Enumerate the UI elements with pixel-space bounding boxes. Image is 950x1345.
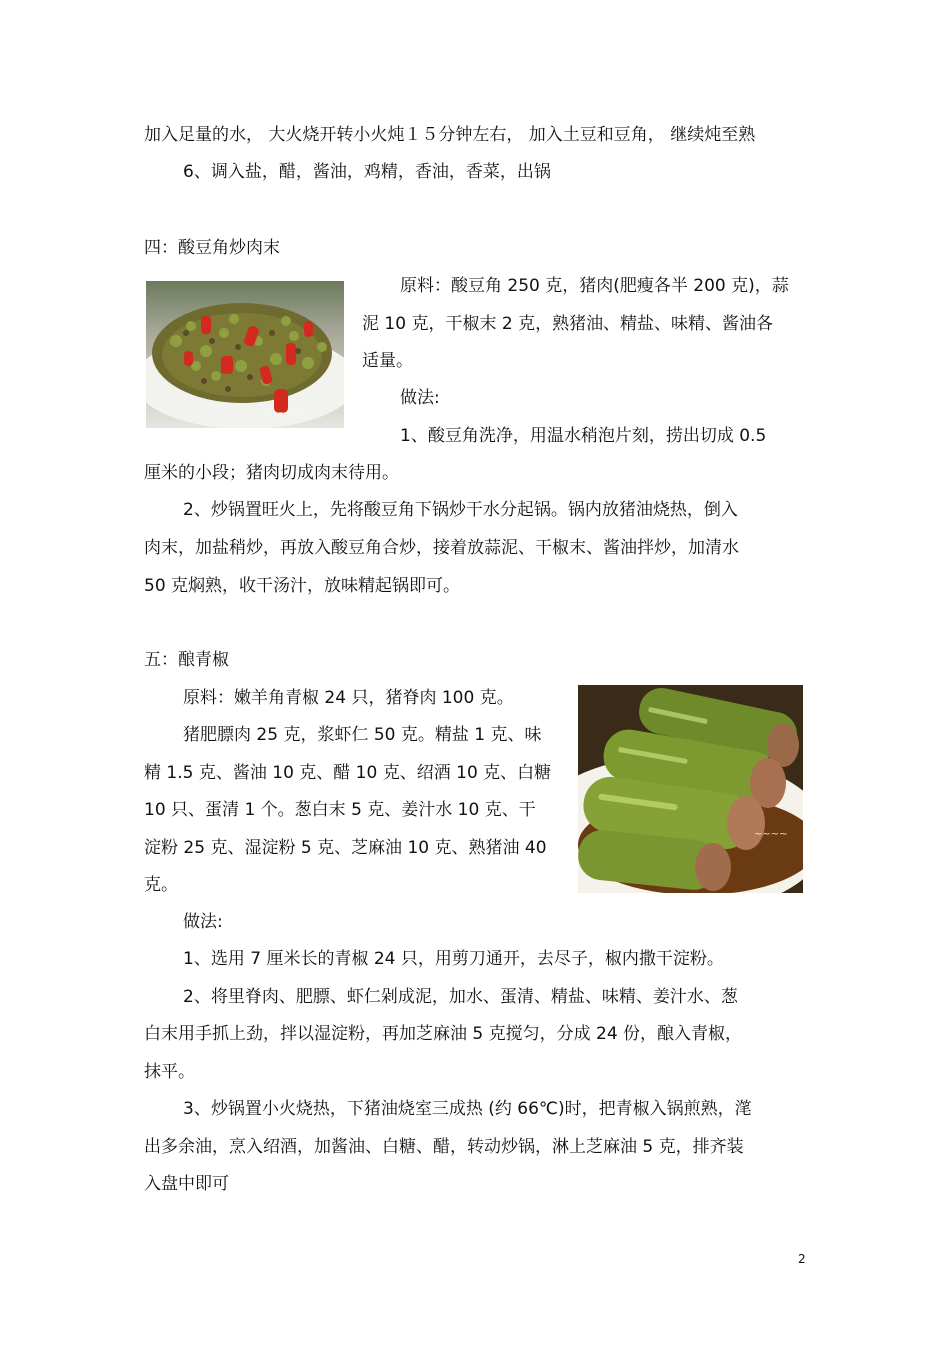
- text-line: 克。: [144, 875, 178, 895]
- text-line: 入盘中即可: [144, 1174, 229, 1194]
- text-line: 原料：酸豆角 250 克，猪肉(肥瘦各半 200 克)，蒜: [400, 276, 789, 296]
- text-line: 3、炒锅置小火烧热，下猪油烧室三成热 (约 66℃)时，把青椒入锅煎熟，滗: [183, 1099, 752, 1119]
- text-line: 做法:: [183, 912, 223, 932]
- text-line: 1、选用 7 厘米长的青椒 24 只，用剪刀通开，去尽子，椒内撒干淀粉。: [183, 949, 724, 969]
- text-line: 出多余油，烹入绍酒，加酱油、白糖、醋，转动炒锅，淋上芝麻油 5 克，排齐装: [144, 1137, 744, 1157]
- text-line: 加入足量的水， 大火烧开转小火炖１５分钟左右， 加入土豆和豆角， 继续炖至熟: [144, 125, 756, 145]
- stuffed-peppers-photo: [578, 685, 803, 893]
- text-line: 白末用手抓上劲，拌以湿淀粉，再加芝麻油 5 克搅匀，分成 24 份，酿入青椒，: [144, 1024, 743, 1044]
- text-line: 2、炒锅置旺火上，先将酸豆角下锅炒干水分起锅。锅内放猪油烧热，倒入: [183, 500, 738, 520]
- section-heading: 五：酿青椒: [144, 650, 229, 670]
- text-line: 50 克焖熟，收干汤汁，放味精起锅即可。: [144, 576, 461, 596]
- section-heading: 四：酸豆角炒肉末: [144, 238, 280, 258]
- text-line: 适量。: [362, 351, 413, 371]
- text-line: 泥 10 克，干椒末 2 克，熟猪油、精盐、味精、酱油各: [362, 314, 774, 334]
- text-line: 肉末，加盐稍炒，再放入酸豆角合炒，接着放蒜泥、干椒末、酱油拌炒，加清水: [144, 538, 739, 558]
- text-line: 10 只、蛋清 1 个。葱白末 5 克、姜汁水 10 克、干: [144, 800, 536, 820]
- text-line: 抹平。: [144, 1062, 195, 1082]
- text-line: 厘米的小段；猪肉切成肉末待用。: [144, 463, 399, 483]
- text-line: 1、酸豆角洗净，用温水稍泡片刻，捞出切成 0.5: [400, 426, 767, 446]
- svg-text:~~~~: ~~~~: [754, 829, 788, 840]
- text-line: 猪肥膘肉 25 克，浆虾仁 50 克。精盐 1 克、味: [183, 725, 542, 745]
- svg-text:~~~~~~: ~~~~~~: [266, 409, 302, 417]
- text-line: 2、将里脊肉、肥膘、虾仁剁成泥，加水、蛋清、精盐、味精、姜汁水、葱: [183, 987, 738, 1007]
- text-line: 6、调入盐，醋，酱油，鸡精，香油，香菜，出锅: [183, 162, 551, 182]
- text-line: 做法:: [400, 388, 440, 408]
- text-line: 原料：嫩羊角青椒 24 只，猪脊肉 100 克。: [183, 688, 514, 708]
- text-line: 精 1.5 克、酱油 10 克、醋 10 克、绍酒 10 克、白糖: [144, 763, 552, 783]
- page-number: 2: [798, 1252, 806, 1266]
- sour-beans-dish-photo: [146, 281, 344, 428]
- text-line: 淀粉 25 克、湿淀粉 5 克、芝麻油 10 克、熟猪油 40: [144, 838, 547, 858]
